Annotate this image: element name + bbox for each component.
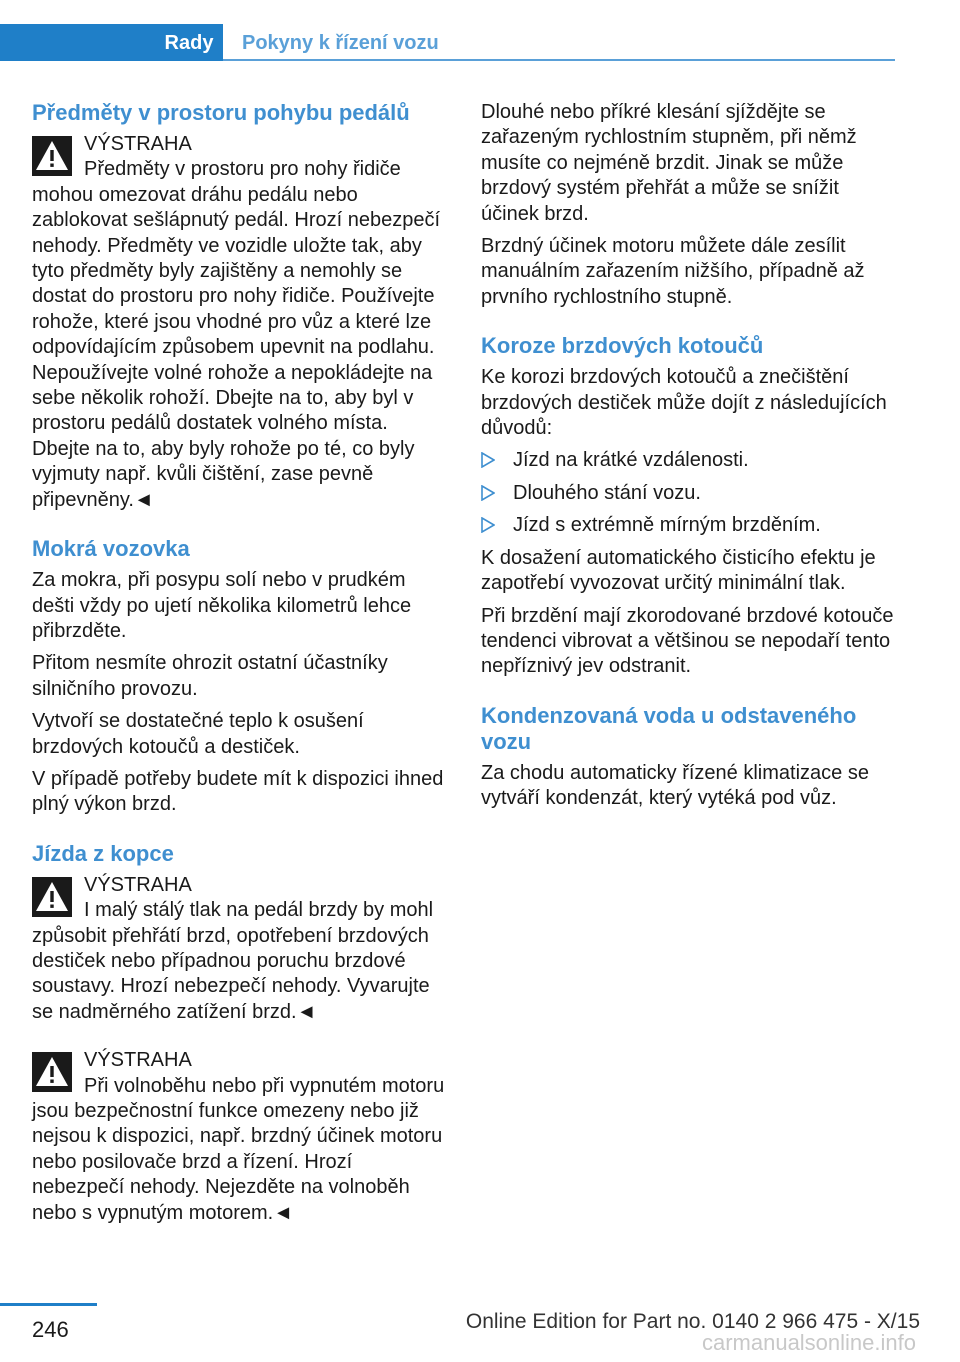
warning-block-brakes: [32, 873, 448, 1025]
paragraph: Při brzdění mají zkorodované brzdové kotouče tendenci vibrovat a většinou se nepodaří tento nepříznivý jev odstranit.: [481, 604, 894, 678]
right-column: [481, 100, 897, 819]
tab-pokyny[interactable]: Pokyny k řízení vozu: [242, 32, 439, 54]
warning-label: VÝSTRAHA: [84, 873, 192, 896]
paragraph: Vytvoří se dostatečné teplo k osušení brzdových kotoučů a destiček.: [32, 710, 364, 758]
triangle-bullet-icon: [481, 517, 495, 533]
page-header: [0, 24, 895, 61]
warning-triangle-icon: [32, 877, 72, 917]
warning-block-pedals: [32, 132, 448, 513]
section-title-corrosion: Koroze brzdových kotoučů: [481, 333, 764, 359]
header-underline: [223, 59, 895, 61]
paragraph: K dosažení automatického čisticího efektu je zapotřebí vyvozovat určitý minimální tlak.: [481, 546, 876, 595]
paragraph: Brzdný účinek motoru můžete dále zesílit manuálním zařazením nižšího, případně až prvního rychlostního stupně.: [481, 235, 865, 308]
section-title-wet-road: Mokrá vozovka: [32, 536, 190, 562]
triangle-bullet-icon: [481, 485, 495, 501]
warning-triangle-icon: [32, 1052, 72, 1092]
warning-label: VÝSTRAHA: [84, 1049, 192, 1072]
edition-label: Online Edition for Part no. 0140 2 966 475 - X/15: [465, 1310, 920, 1333]
paragraph: V případě potřeby budete mít k dispozici ihned plný výkon brzd.: [32, 767, 444, 816]
watermark: carmanualsonline.info: [701, 1330, 916, 1355]
warning-text: Při volnoběhu nebo při vypnutém motoru jsou bezpečnostní funkce omezeny nebo již nejsou k dispozici, např. brzdný účinek motoru nebo posilovače brzd a řízení. Hrozí nebezpečí nehody. Nejezděte na volnoběh nebo s vypnutým motorem.◄: [32, 1074, 445, 1224]
list-item-text: Jízd s extrémně mírným brzděním.: [513, 514, 821, 537]
list-item: [481, 448, 897, 473]
paragraph: Za chodu automaticky řízené klimatizace se vytváří kondenzát, který vytéká pod vůz.: [481, 761, 869, 810]
list-item: [481, 513, 897, 538]
tab-rady[interactable]: Rady: [155, 24, 223, 61]
triangle-bullet-icon: [481, 452, 495, 468]
left-column: [32, 100, 448, 1233]
section-title-condensation: Kondenzovaná voda u odstaveného vozu: [481, 702, 857, 754]
list-item-text: Dlouhého stání vozu.: [513, 481, 701, 504]
cause-list: [481, 448, 897, 538]
header-accent-bar: [0, 24, 155, 61]
warning-block-idle: [32, 1048, 448, 1226]
warning-text: Předměty v prostoru pro nohy řidiče mohou omezovat dráhu pedálu nebo zablokovat sešlápnutý pedál. Hrozí nebezpečí nehody. Předměty ve vozidle uložte tak, aby tyto předměty byly zajištěny a nemohly se dostat do prostoru pro nohy řidiče. Používejte rohože, které jsou vhodné pro vůz a které lze odpovídajícím způsobem upevnit na podlahu. Nepoužívejte volné rohože a nepokládejte na sebe několik rohoží. Dbejte na to, aby byl v prostoru pedálů dostatek volného místa. Dbejte na to, aby byly rohože po té, co byly vyjmuty např. kvůli čištění, zase pevně připevněny.◄: [32, 158, 441, 511]
paragraph: Přitom nesmíte ohrozit ostatní účastníky silničního provozu.: [32, 652, 388, 700]
paragraph: Za mokra, při posypu solí nebo v prudkém dešti vždy po ujetí několika kilometrů lehce přibrzděte.: [32, 569, 412, 642]
paragraph: Ke korozi brzdových kotoučů a znečištění brzdových destiček může dojít z následujících důvodů:: [481, 366, 887, 440]
list-item-text: Jízd na krátké vzdálenosti.: [513, 449, 749, 472]
warning-text: I malý stálý tlak na pedál brzdy by mohl způsobit přehřátí brzd, opotřebení brzdových destiček nebo případnou poruchu brzdové soustavy. Hrozí nebezpečí nehody. Vyvarujte se nadměrného zatížení brzd.◄: [32, 899, 434, 1023]
paragraph: Dlouhé nebo příkré klesání sjíždějte se zařazeným rychlostním stupněm, při němž musíte co nejméně brzdit. Jinak se může brzdový systém přehřát a může se snížit účinek brzd.: [481, 101, 857, 225]
list-item: [481, 481, 897, 506]
section-title-downhill: Jízda z kopce: [32, 840, 174, 866]
section-title-pedals: Předměty v prostoru pohybu pedálů: [32, 100, 410, 125]
page-number: 246: [32, 1317, 69, 1342]
warning-label: VÝSTRAHA: [84, 133, 192, 155]
footer-accent-line: [0, 1303, 97, 1306]
warning-triangle-icon: [32, 136, 72, 176]
